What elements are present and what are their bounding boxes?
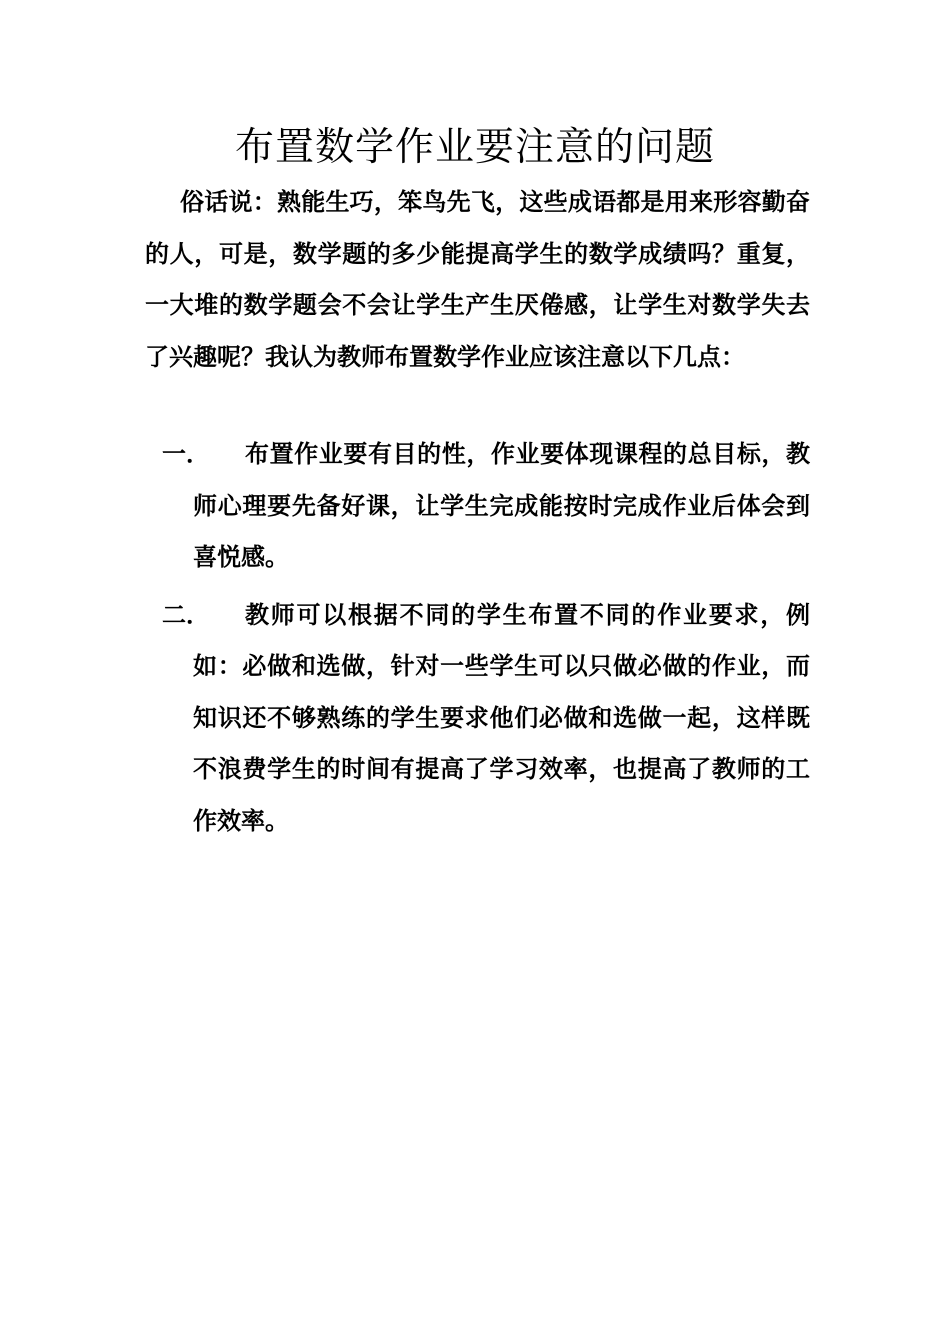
list-item — [145, 428, 810, 583]
list-item-text: 教师可以根据不同的学生布置不同的作业要求，例如：必做和选做，针对一些学生可以只做必做的作业，而知识还不够熟练的学生要求他们必做和选做一起，这样既不浪费学生的时间有提高了学习效率，也提高了教师的工作效率。 — [193, 599, 810, 835]
intro-paragraph: 俗话说：熟能生巧，笨鸟先飞，这些成语都是用来形容勤奋的人，可是，数学题的多少能提高学生的数学成绩吗？重复，一大堆的数学题会不会让学生产生厌倦感，让学生对数学失去了兴趣呢？我认为教师布置数学作业应该注意以下几点： — [145, 187, 810, 371]
list-item — [145, 589, 810, 847]
list-marker: 一． — [162, 439, 210, 468]
list-item-text: 布置作业要有目的性，作业要体现课程的总目标，教师心理要先备好课，让学生完成能按时完成作业后体会到喜悦感。 — [193, 439, 810, 571]
document-title: 布置数学作业要注意的问题 — [234, 125, 715, 170]
suggestion-list — [145, 428, 810, 852]
list-marker: 二． — [162, 599, 210, 629]
